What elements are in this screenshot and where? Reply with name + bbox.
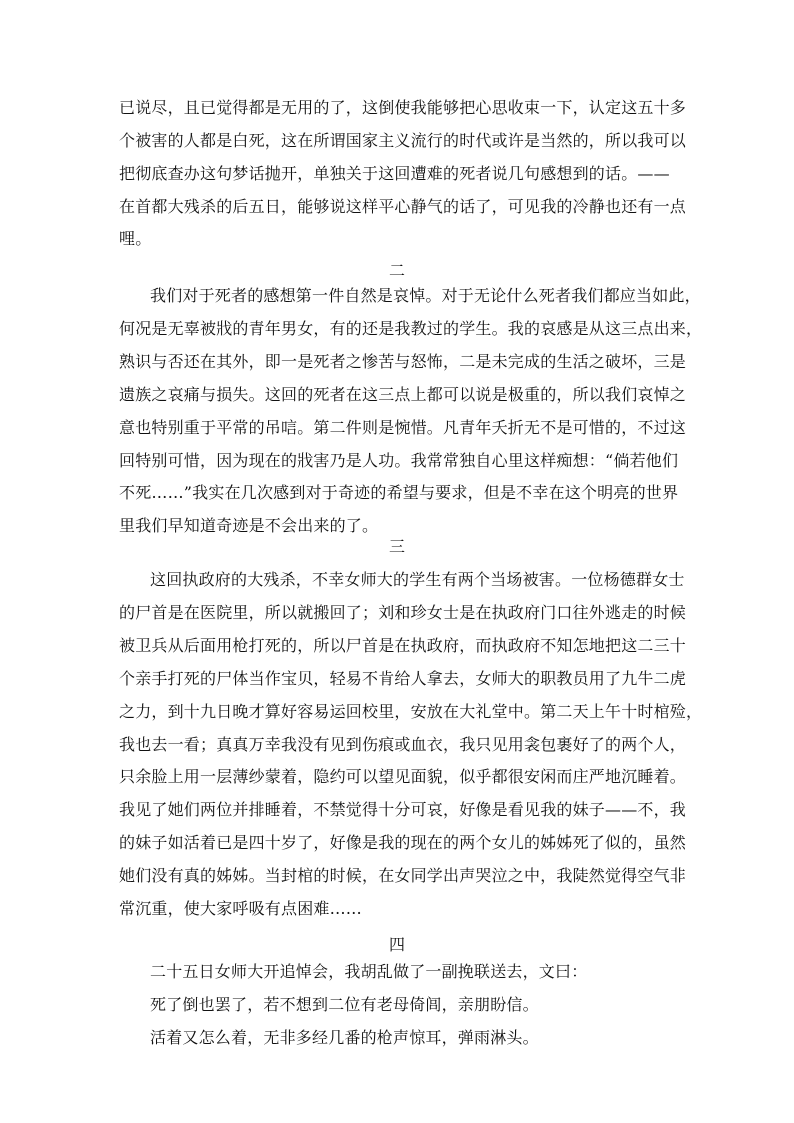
paragraph-line: 我们对于死者的感想第一件自然是哀悼。对于无论什么死者我们都应当如此， — [150, 286, 701, 305]
paragraph-line: 只余脸上用一层薄纱蒙着，隐约可以望见面貌，似乎都很安闲而庄严地沉睡着。 — [119, 767, 687, 786]
paragraph-line: 我见了她们两位并排睡着，不禁觉得十分可哀，好像是看见我的妹子——不，我 — [119, 800, 687, 819]
paragraph-line: 何况是无辜被戕的青年男女，有的还是我教过的学生。我的哀感是从这三点出来， — [119, 319, 703, 338]
paragraph-line: 里我们早知道奇迹是不会出来的了。 — [119, 516, 379, 535]
paragraph-line: 这回执政府的大残杀，不幸女师大的学生有两个当场被害。一位杨德群女士 — [150, 570, 685, 589]
section-heading: 二 — [388, 261, 405, 280]
paragraph-line: 哩。 — [119, 229, 152, 248]
paragraph-line: 意也特别重于平常的吊唁。第二件则是惋惜。凡青年夭折无不是可惜的，不过这 — [119, 418, 687, 437]
couplet-line: 死了倒也罢了，若不想到二位有老母倚闾，亲朋盼信。 — [150, 995, 539, 1014]
paragraph-line: 熟识与否还在其外，即一是死者之惨苦与怒怖，二是未完成的生活之破坏，三是 — [119, 352, 687, 371]
paragraph-line: 把彻底查办这句梦话抛开，单独关于这回遭难的死者说几句感想到的话。—— — [119, 164, 670, 183]
paragraph-line: 她们没有真的姊姊。当封棺的时候，在女同学出声哭泣之中，我陡然觉得空气非 — [119, 866, 687, 885]
paragraph-line: 的尸首是在医院里，所以就搬回了；刘和珍女士是在执政府门口往外逃走的时候 — [119, 603, 687, 622]
paragraph-line: 的妹子如活着已是四十岁了，好像是我的现在的两个女儿的姊姊死了似的，虽然 — [119, 833, 687, 852]
paragraph-line: 遗族之哀痛与损失。这回的死者在这三点上都可以说是极重的，所以我们哀悼之 — [119, 385, 687, 404]
section-heading: 四 — [388, 935, 405, 954]
paragraph-line: 不死……”我实在几次感到对于奇迹的希望与要求，但是不幸在这个明亮的世界 — [119, 483, 679, 502]
paragraph-line: 之力，到十九日晚才算好容易运回校里，安放在大礼堂中。第二天上午十时棺殓， — [119, 702, 703, 721]
paragraph-line: 常沉重，使大家呼吸有点困难…… — [119, 899, 363, 918]
paragraph-line: 回特别可惜，因为现在的戕害乃是人功。我常常独自心里这样痴想：“倘若他们 — [119, 451, 679, 470]
paragraph-line: 个被害的人都是白死，这在所谓国家主义流行的时代或许是当然的，所以我可以 — [119, 131, 687, 150]
section-heading: 三 — [388, 537, 405, 556]
paragraph-line: 个亲手打死的尸体当作宝贝，轻易不肯给人拿去，女师大的职教员用了九牛二虎 — [119, 669, 687, 688]
paragraph-line: 二十五日女师大开追悼会，我胡乱做了一副挽联送去，文曰： — [150, 962, 588, 981]
paragraph-line: 我也去一看；真真万幸我没有见到伤痕或血衣，我只见用衾包裹好了的两个人， — [119, 735, 687, 754]
couplet-line: 活着又怎么着，无非多经几番的枪声惊耳，弹雨淋头。 — [150, 1028, 539, 1047]
paragraph-line: 已说尽，且已觉得都是无用的了，这倒使我能够把心思收束一下，认定这五十多 — [119, 98, 687, 117]
paragraph-line: 被卫兵从后面用枪打死的，所以尸首是在执政府，而执政府不知怎地把这二三十 — [119, 636, 687, 655]
paragraph-line: 在首都大残杀的后五日，能够说这样平心静气的话了，可见我的冷静也还有一点 — [119, 197, 687, 216]
